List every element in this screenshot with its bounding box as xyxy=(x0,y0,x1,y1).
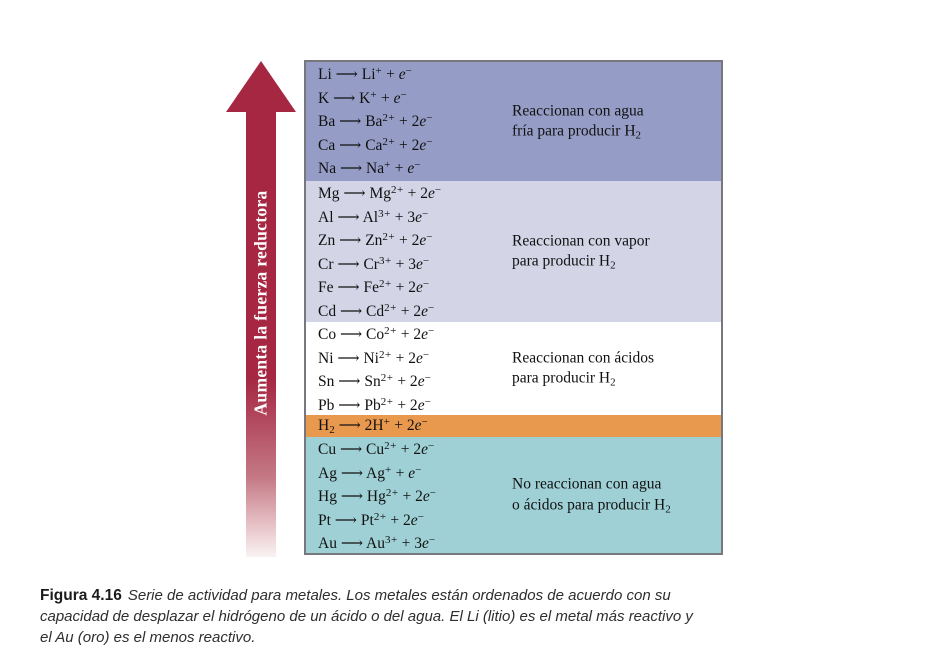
figure-caption xyxy=(40,585,908,648)
section-note xyxy=(512,231,650,272)
note-line: para producir $H_2$ xyxy=(512,369,616,389)
note-line: No reaccionan con agua xyxy=(512,475,662,493)
caption-lines: Serie de actividad para metales. Los metales están ordenados de acuerdo con su capacidad de desplazar el hidrógeno de un ácido o del agua. El Li (litio) es el metal más reactivo y el Au (oro) es el menos reactivo. xyxy=(40,587,693,646)
section-cold-water xyxy=(306,62,721,181)
equation-row: Hg ⟶ $Hg^{2+} + 2e^-$ xyxy=(318,487,437,506)
equation-row: Ag ⟶ Ag+ + e− xyxy=(318,463,422,482)
section-hydrogen xyxy=(306,415,721,437)
section-note xyxy=(512,101,644,142)
note-line: Reaccionan con ácidos xyxy=(512,349,655,366)
equation-row: Sn ⟶ $Sn^{2+} + 2e^-$ xyxy=(318,372,432,391)
equation-row: Na ⟶ Na+ + e− xyxy=(318,159,421,178)
equation-row: Pb ⟶ $Pb^{2+} + 2e^-$ xyxy=(318,395,432,414)
note-line: Reaccionan con agua xyxy=(512,102,644,119)
equation-row: Cr ⟶ $Cr^{3+} + 3e^-$ xyxy=(318,254,430,273)
section-note xyxy=(512,475,671,516)
section-steam xyxy=(306,181,721,322)
note-line: Reaccionan con vapor xyxy=(512,232,650,249)
arrow-label: Aumenta la fuerza reductora xyxy=(250,190,271,416)
equation-row: $H_2$ ⟶ 2H+ + 2e− xyxy=(318,416,429,436)
equation-row: Cu ⟶ $Cu^{2+} + 2e^-$ xyxy=(318,440,435,458)
equation-row: Ni ⟶ $Ni^{2+} + 2e^-$ xyxy=(318,348,430,367)
note-line: fría para producir $H_2$ xyxy=(512,122,642,142)
equation-row: Li ⟶ Li+ + e− xyxy=(318,65,413,83)
equation-row: Ca ⟶ $Ca^{2+} + 2e^-$ xyxy=(318,135,433,154)
section-no-react xyxy=(306,437,721,553)
figure-number: Figura 4.16 xyxy=(40,587,122,604)
equation-row: Mg ⟶ $Mg^{2+} + 2e^-$ xyxy=(318,184,442,202)
section-acids xyxy=(306,322,721,415)
equation-row: Al ⟶ $Al^{3+} + 3e^-$ xyxy=(318,207,429,226)
equation-row: Ba ⟶ $Ba^{2+} + 2e^-$ xyxy=(318,112,433,131)
equation-row: Co ⟶ $Co^{2+} + 2e^-$ xyxy=(318,325,435,343)
note-line: para producir $H_2$ xyxy=(512,252,616,272)
activity-table xyxy=(304,60,723,555)
equation-row: Cd ⟶ $Cd^{2+} + 2e^-$ xyxy=(318,301,435,320)
equation-row: Zn ⟶ $Zn^{2+} + 2e^-$ xyxy=(318,231,433,250)
equation-row: K ⟶ K+ + e− xyxy=(318,88,408,107)
equation-row: Au ⟶ $Au^{3+} + 3e^-$ xyxy=(318,534,436,553)
section-note xyxy=(512,348,654,389)
equation-row: Pt ⟶ $Pt^{2+} + 2e^-$ xyxy=(318,510,425,529)
equation-row: Fe ⟶ $Fe^{2+} + 2e^-$ xyxy=(318,278,430,297)
note-line: o ácidos para producir $H_2$ xyxy=(512,496,671,515)
up-arrow-head-icon xyxy=(226,61,296,112)
equation-list xyxy=(318,415,721,437)
